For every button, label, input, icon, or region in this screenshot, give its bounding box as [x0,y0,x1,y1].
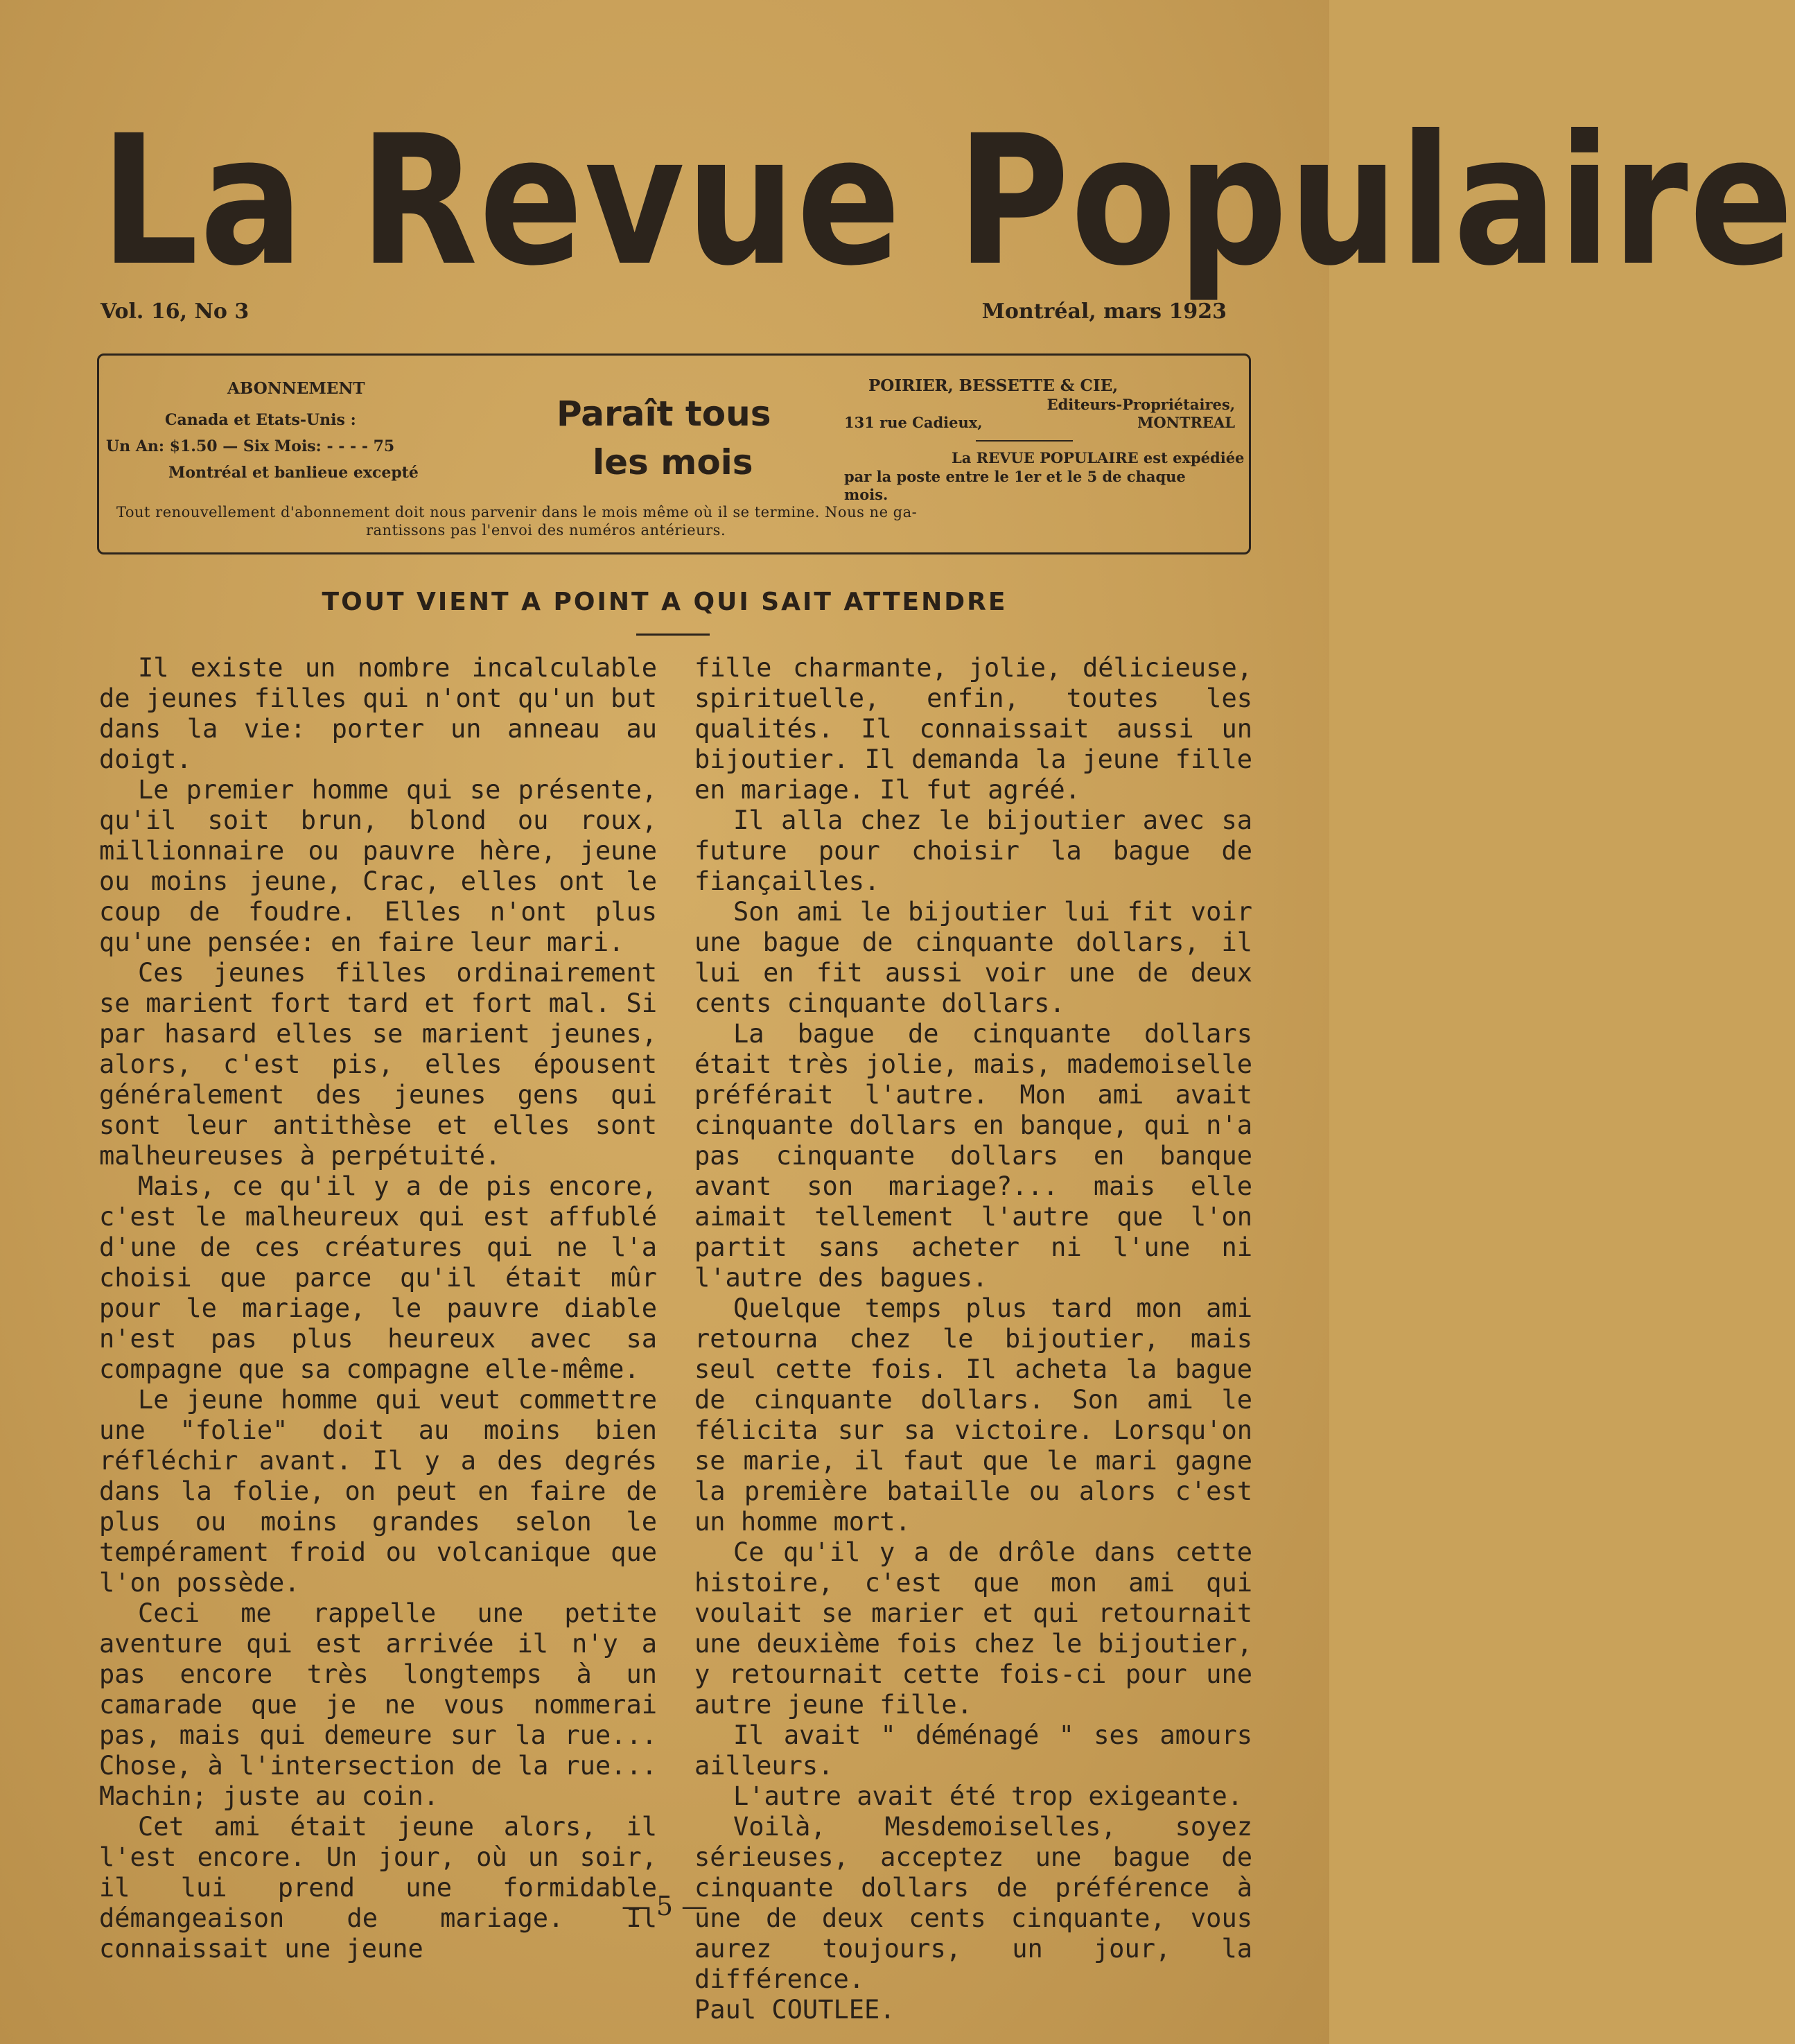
publisher-name: POIRIER, BESSETTE & CIE, [868,376,1119,395]
subscription-price: Un An: $1.50 — Six Mois: - - - - 75 [106,437,395,455]
paragraph: Il avait " déménagé " ses amours ailleurs. [694,1720,1252,1781]
publisher-address: 131 rue Cadieux, [844,414,983,431]
frequency-line-2: les mois [593,442,753,482]
article-column-right [694,653,1252,2025]
paragraph: Quelque temps plus tard mon ami retourna chez le bijoutier, mais seul cette fois. Il acheta la bague de cinquante dollars. Son ami le félicita sur sa victoire. Lorsqu'on se marie, il faut que le mari gagne la première bataille ou alors c'est un homme mort. [694,1293,1252,1537]
subscription-info-box [97,353,1251,554]
renewal-notice-2: rantissons pas l'envoi des numéros antérieurs. [366,522,726,539]
subscription-title: ABONNEMENT [227,379,365,398]
mailing-notice-1: La REVUE POPULAIRE est expédiée [952,449,1245,466]
paragraph: Le premier homme qui se présente, qu'il soit brun, blond ou roux, millionnaire ou pauvre hère, jeune ou moins jeune, Crac, elles ont le coup de foudre. Elles n'ont plus qu'une pensée: en faire leur mari. [99,775,657,957]
paragraph-continued: fille charmante, jolie, délicieuse, spirituelle, enfin, toutes les qualités. Il connaissait aussi un bijoutier. Il demanda la jeune fille en mariage. Il fut agréé. [694,653,1252,805]
author-signature: Paul COUTLEE. [694,1995,895,2025]
subscription-region: Canada et Etats-Unis : [165,411,356,429]
paragraph: La bague de cinquante dollars était très jolie, mais, mademoiselle préférait l'autre. Mon ami avait cinquante dollars en banque, qui n'a pas cinquante dollars en banque avant son mariage?... mais elle aimait tellement l'autre que l'on partit sans acheter ni l'une ni l'autre des bagues. [694,1019,1252,1293]
paragraph: Mais, ce qu'il y a de pis encore, c'est le malheureux qui est affublé d'une de ces créatures qui ne l'a choisi que parce qu'il était mûr pour le mariage, le pauvre diable n'est pas plus heureux avec sa compagne que sa compagne elle-même. [99,1171,657,1384]
paragraph: L'autre avait été trop exigeante. [733,1781,1243,1811]
article-headline: TOUT VIENT A POINT A QUI SAIT ATTENDRE [322,588,1008,616]
renewal-notice-1: Tout renouvellement d'abonnement doit nous parvenir dans le mois même où il se termine. Nous ne ga- [116,504,918,521]
article-column-left [99,653,657,1964]
page-number: — 5 — [621,1891,708,1921]
frequency-line-1: Paraît tous [557,394,771,434]
paragraph: Ceci me rappelle une petite aventure qui est arrivée il n'y a pas encore très longtemps à un camarade que je ne vous nommerai pas, mais qui demeure sur la rue... Chose, à l'intersection de la rue... Machin; juste au coin. [99,1598,657,1811]
paragraph: Son ami le bijoutier lui fit voir une bague de cinquante dollars, il lui en fit aussi voir une de deux cents cinquante dollars. [694,897,1252,1018]
paragraph: Voilà, Mesdemoiselles, soyez sérieuses, acceptez une bague de cinquante dollars de préférence à une de deux cents cinquante, vous aurez toujours, un jour, la différence. [694,1812,1252,1994]
subscription-exception: Montréal et banlieue excepté [168,464,419,482]
publisher-role: Editeurs-Propriétaires, [1047,396,1235,413]
masthead-title: La Revue Populaire [100,97,1795,305]
mailing-notice-2: par la poste entre le 1er et le 5 de chaque [844,468,1186,485]
mailing-notice-3: mois. [844,486,888,503]
issue-date: Montréal, mars 1923 [981,299,1227,324]
paragraph: Le jeune homme qui veut commettre une "folie" doit au moins bien réfléchir avant. Il y a des degrés dans la folie, on peut en faire de plus ou moins grandes selon le tempérament froid ou volcanique que l'on possède. [99,1385,657,1598]
publisher-divider [976,440,1073,442]
paragraph: Ces jeunes filles ordinairement se marient fort tard et fort mal. Si par hasard elles se marient jeunes, alors, c'est pis, elles épousent généralement des jeunes gens qui sont leur antithèse et elles sont malheureuses à perpétuité. [99,958,657,1171]
volume-number: Vol. 16, No 3 [100,299,249,324]
paragraph: Cet ami était jeune alors, il l'est encore. Un jour, où un soir, il lui prend une formidable démangeaison de mariage. Il connaissait une jeune [99,1812,657,1964]
paragraph: Il alla chez le bijoutier avec sa future pour choisir la bague de fiançailles. [694,805,1252,896]
paragraph: Ce qu'il y a de drôle dans cette histoire, c'est que mon ami qui voulait se marier et qui retournait une deuxième fois chez le bijoutier, y retournait cette fois-ci pour une autre jeune fille. [694,1537,1252,1720]
publisher-city: MONTREAL [1137,414,1235,431]
paragraph: Il existe un nombre incalculable de jeunes filles qui n'ont qu'un but dans la vie: porter un anneau au doigt. [99,653,657,774]
headline-rule [636,634,710,636]
